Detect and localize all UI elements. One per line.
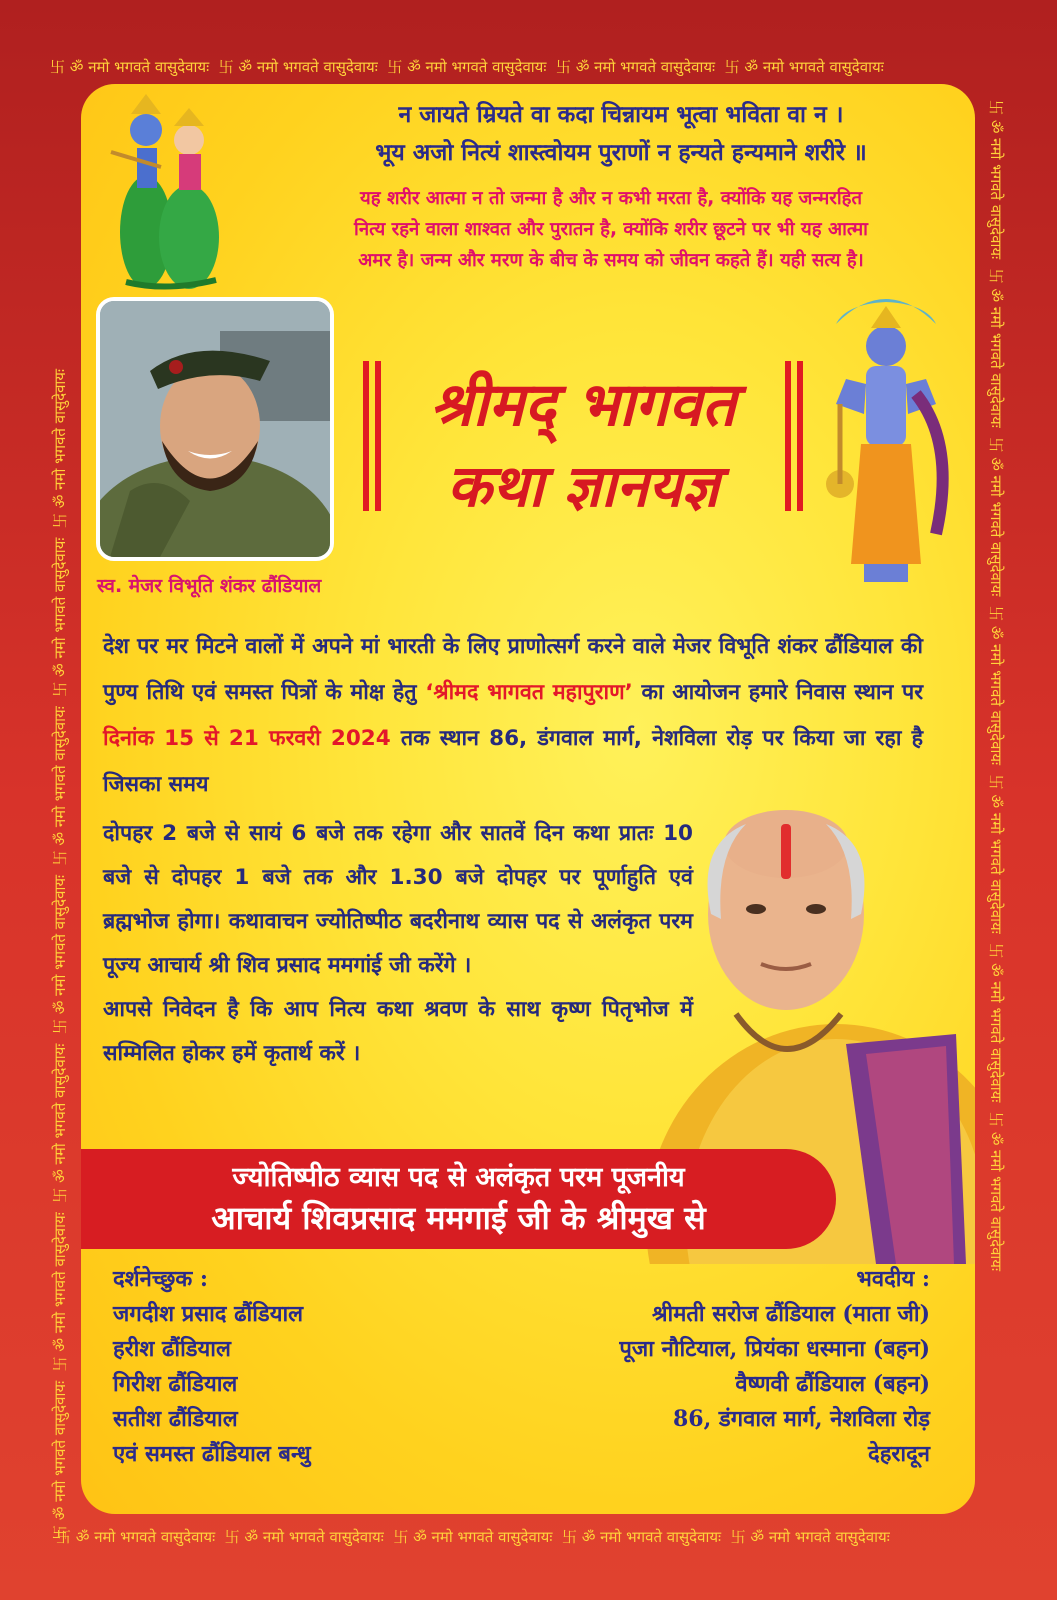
sanskrit-shloka: न जायते म्रियते वा कदा चिन्नायम भूत्वा भविता वा न । भूय अजो नित्यं शास्त्वोयम पुराणों न हन्यते हन्यमाने शरीरे ॥ — [375, 101, 867, 166]
border-mantra-bottom: 卐 ॐ नमो भगवते वासुदेवायः 卐 ॐ नमो भगवते वासुदेवायः 卐 ॐ नमो भगवते वासुदेवायः 卐 ॐ नमो भगवते वासुदेवायः 卐 ॐ नमो भगवते वासुदेवायः — [56, 1528, 890, 1546]
shloka-meaning: यह शरीर आत्मा न तो जन्मा है और न कभी मरता है, क्योंकि यह जन्मरहित नित्य रहने वाला शाश्वत और पुरातन है, क्योंकि शरीर छूटने पर भी यह आत्मा अमर है। जन्म और मरण के बीच के समय को जीवन कहते हैं। यही सत्य है। — [354, 188, 868, 271]
list-item: गिरीश ढौंडियाल — [113, 1371, 238, 1397]
acharya-banner — [81, 1149, 836, 1249]
timing-paragraph: दोपहर 2 बजे से सायं 6 बजे तक रहेगा और सातवें दिन कथा प्रातः 10 बजे से दोपहर 1 बजे तक और 1.30 बजे दोपहर पर पूर्णाहुति एवं ब्रह्मभोज होगा। कथावाचन ज्योतिष्पीठ बदरीनाथ व्यास पद से अलंकृत परम पूज्य आचार्य श्री शिव प्रसाद ममगांई जी करेंगे । आपसे निवेदन है कि आप नित्य कथा श्रवण के साथ कृष्ण पितृभोज में सम्मिलित होकर हमें कृतार्थ करें । — [103, 821, 693, 1066]
bhavdiya-heading: भवदीय : — [856, 1266, 930, 1292]
list-item: वैष्णवी ढौंडियाल (बहन) — [735, 1371, 930, 1397]
bhavdiya-list — [619, 1262, 930, 1472]
banner-line-1: ज्योतिष्पीठ व्यास पद से अलंकृत परम पूजनीय — [232, 1162, 685, 1193]
darshanechhuk-heading: दर्शनेच्छुक : — [113, 1266, 209, 1292]
list-item: सतीश ढौंडियाल — [113, 1406, 238, 1432]
title-line-2: कथा ज्ञानयज्ञ — [446, 452, 720, 520]
list-item: एवं समस्त ढौंडियाल बन्धु — [113, 1441, 311, 1467]
list-item: हरीश ढौंडियाल — [113, 1336, 231, 1362]
darshanechhuk-list — [113, 1262, 311, 1472]
major-photo — [96, 297, 334, 561]
main-panel — [81, 84, 975, 1514]
title-line-1: श्रीमद् भागवत — [430, 370, 736, 440]
list-item: देहरादून — [868, 1441, 930, 1467]
event-title — [363, 339, 803, 544]
banner-line-2: आचार्य शिवप्रसाद ममगाई जी के श्रीमुख से — [211, 1199, 706, 1237]
photo-caption: स्व. मेजर विभूति शंकर ढौंडियाल — [97, 575, 322, 597]
main-paragraph: देश पर मर मिटने वालों में अपने मां भारती के लिए प्राणोत्सर्ग करने वाले मेजर विभूति शंकर ढौंडियाल की पुण्य तिथि एवं समस्त पित्रों के मोक्ष हेतु ‘श्रीमद भागवत महापुराण’ का आयोजन हमारे निवास स्थान पर दिनांक 15 से 21 फरवरी 2024 तक स्थान 86, डंगवाल मार्ग, नेशविला रोड़ पर किया जा रहा है जिसका समय — [103, 634, 924, 797]
list-item: श्रीमती सरोज ढौंडियाल (माता जी) — [651, 1301, 930, 1327]
border-mantra-right: 卐 ॐ नमो भगवते वासुदेवायः 卐 ॐ नमो भगवते वासुदेवायः 卐 ॐ नमो भगवते वासुदेवायः 卐 ॐ नमो भगवते वासुदेवायः 卐 ॐ नमो भगवते वासुदेवायः 卐 ॐ नमो भगवते वासुदेवायः 卐 ॐ नमो भगवते वासुदेवायः — [987, 100, 1005, 1272]
list-item: 86, डंगवाल मार्ग, नेशविला रोड़ — [673, 1406, 930, 1432]
border-mantra-top: 卐 ॐ नमो भगवते वासुदेवायः 卐 ॐ नमो भगवते वासुदेवायः 卐 ॐ नमो भगवते वासुदेवायः 卐 ॐ नमो भगवते वासुदेवायः 卐 ॐ नमो भगवते वासुदेवायः — [50, 58, 884, 76]
radha-krishna-image — [101, 92, 231, 292]
list-item: पूजा नौटियाल, प्रियंका धस्माना (बहन) — [619, 1336, 930, 1362]
vishnu-image — [816, 284, 956, 604]
border-mantra-left: 卐 ॐ नमो भगवते वासुदेवायः 卐 ॐ नमो भगवते वासुदेवायः 卐 ॐ नमो भगवते वासुदेवायः 卐 ॐ नमो भगवते वासुदेवायः 卐 ॐ नमो भगवते वासुदेवायः 卐 ॐ नमो भगवते वासुदेवायः 卐 ॐ नमो भगवते वासुदेवायः — [51, 368, 69, 1540]
list-item: जगदीश प्रसाद ढौंडियाल — [113, 1301, 304, 1327]
